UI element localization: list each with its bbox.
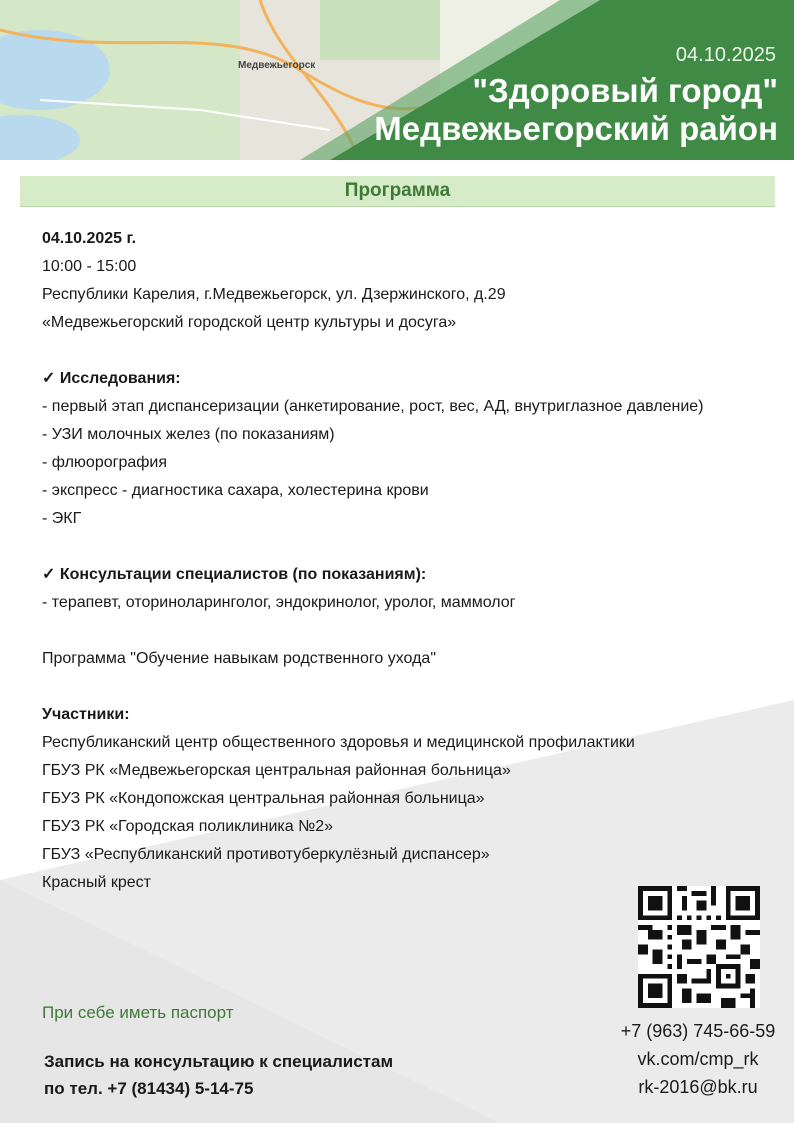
header-title [374, 72, 778, 148]
signup-info [44, 1048, 393, 1102]
consultations-item: - терапевт, оториноларинголог, эндокринолог, уролог, маммолог [42, 594, 516, 611]
research-item: - первый этап диспансеризации (анкетирование, рост, вес, АД, внутриглазное давление) [42, 398, 704, 415]
header-banner [0, 0, 794, 160]
research-item: - УЗИ молочных желез (по показаниям) [42, 426, 335, 443]
map-city-label: Медвежьегорск [238, 60, 316, 71]
contact-phone[interactable]: +7 (963) 745-66-59 [620, 1021, 776, 1041]
contact-vk-link[interactable]: vk.com/cmp_rk [637, 1049, 759, 1069]
research-heading: ✓ Исследования: [42, 370, 181, 387]
consultations-heading: ✓ Консультации специалистов (по показаниям): [42, 566, 427, 583]
event-address: Республики Карелия, г.Медвежьегорск, ул. Дзержинского, д.29 [42, 286, 506, 303]
event-time: 10:00 - 15:00 [42, 258, 137, 275]
signup-line2: по тел. +7 (81434) 5-14-75 [44, 1079, 254, 1098]
participant-item: ГБУЗ «Республиканский противотуберкулёзный диспансер» [42, 846, 490, 863]
participants-heading: Участники: [42, 706, 130, 723]
header-title-line1: "Здоровый город" [472, 72, 778, 109]
research-item: - экспресс - диагностика сахара, холестерина крови [42, 482, 429, 499]
contacts-block [610, 1017, 786, 1101]
header-title-line2: Медвежьегорский район [374, 110, 778, 147]
passport-note: При себе иметь паспорт [42, 1003, 234, 1022]
participant-item: ГБУЗ РК «Медвежьегорская центральная районная больница» [42, 762, 511, 779]
research-item: - ЭКГ [42, 510, 82, 527]
signup-line1: Запись на консультацию к специалистам [44, 1052, 394, 1071]
program-band: Программа [20, 176, 775, 207]
research-item: - флюорография [42, 454, 168, 471]
contact-email[interactable]: rk-2016@bk.ru [638, 1077, 758, 1097]
participant-item: Республиканский центр общественного здоровья и медицинской профилактики [42, 734, 635, 751]
event-venue: «Медвежьегорский городской центр культуры и досуга» [42, 314, 457, 331]
participant-item: Красный крест [42, 874, 151, 891]
training-program: Программа "Обучение навыкам родственного ухода" [42, 650, 436, 667]
event-date: 04.10.2025 г. [42, 230, 137, 247]
header-date: 04.10.2025 [675, 44, 776, 66]
qr-code-icon[interactable] [638, 886, 760, 1008]
program-content [42, 225, 752, 897]
participant-item: ГБУЗ РК «Городская поликлиника №2» [42, 818, 334, 835]
participant-item: ГБУЗ РК «Кондопожская центральная районная больница» [42, 790, 485, 807]
